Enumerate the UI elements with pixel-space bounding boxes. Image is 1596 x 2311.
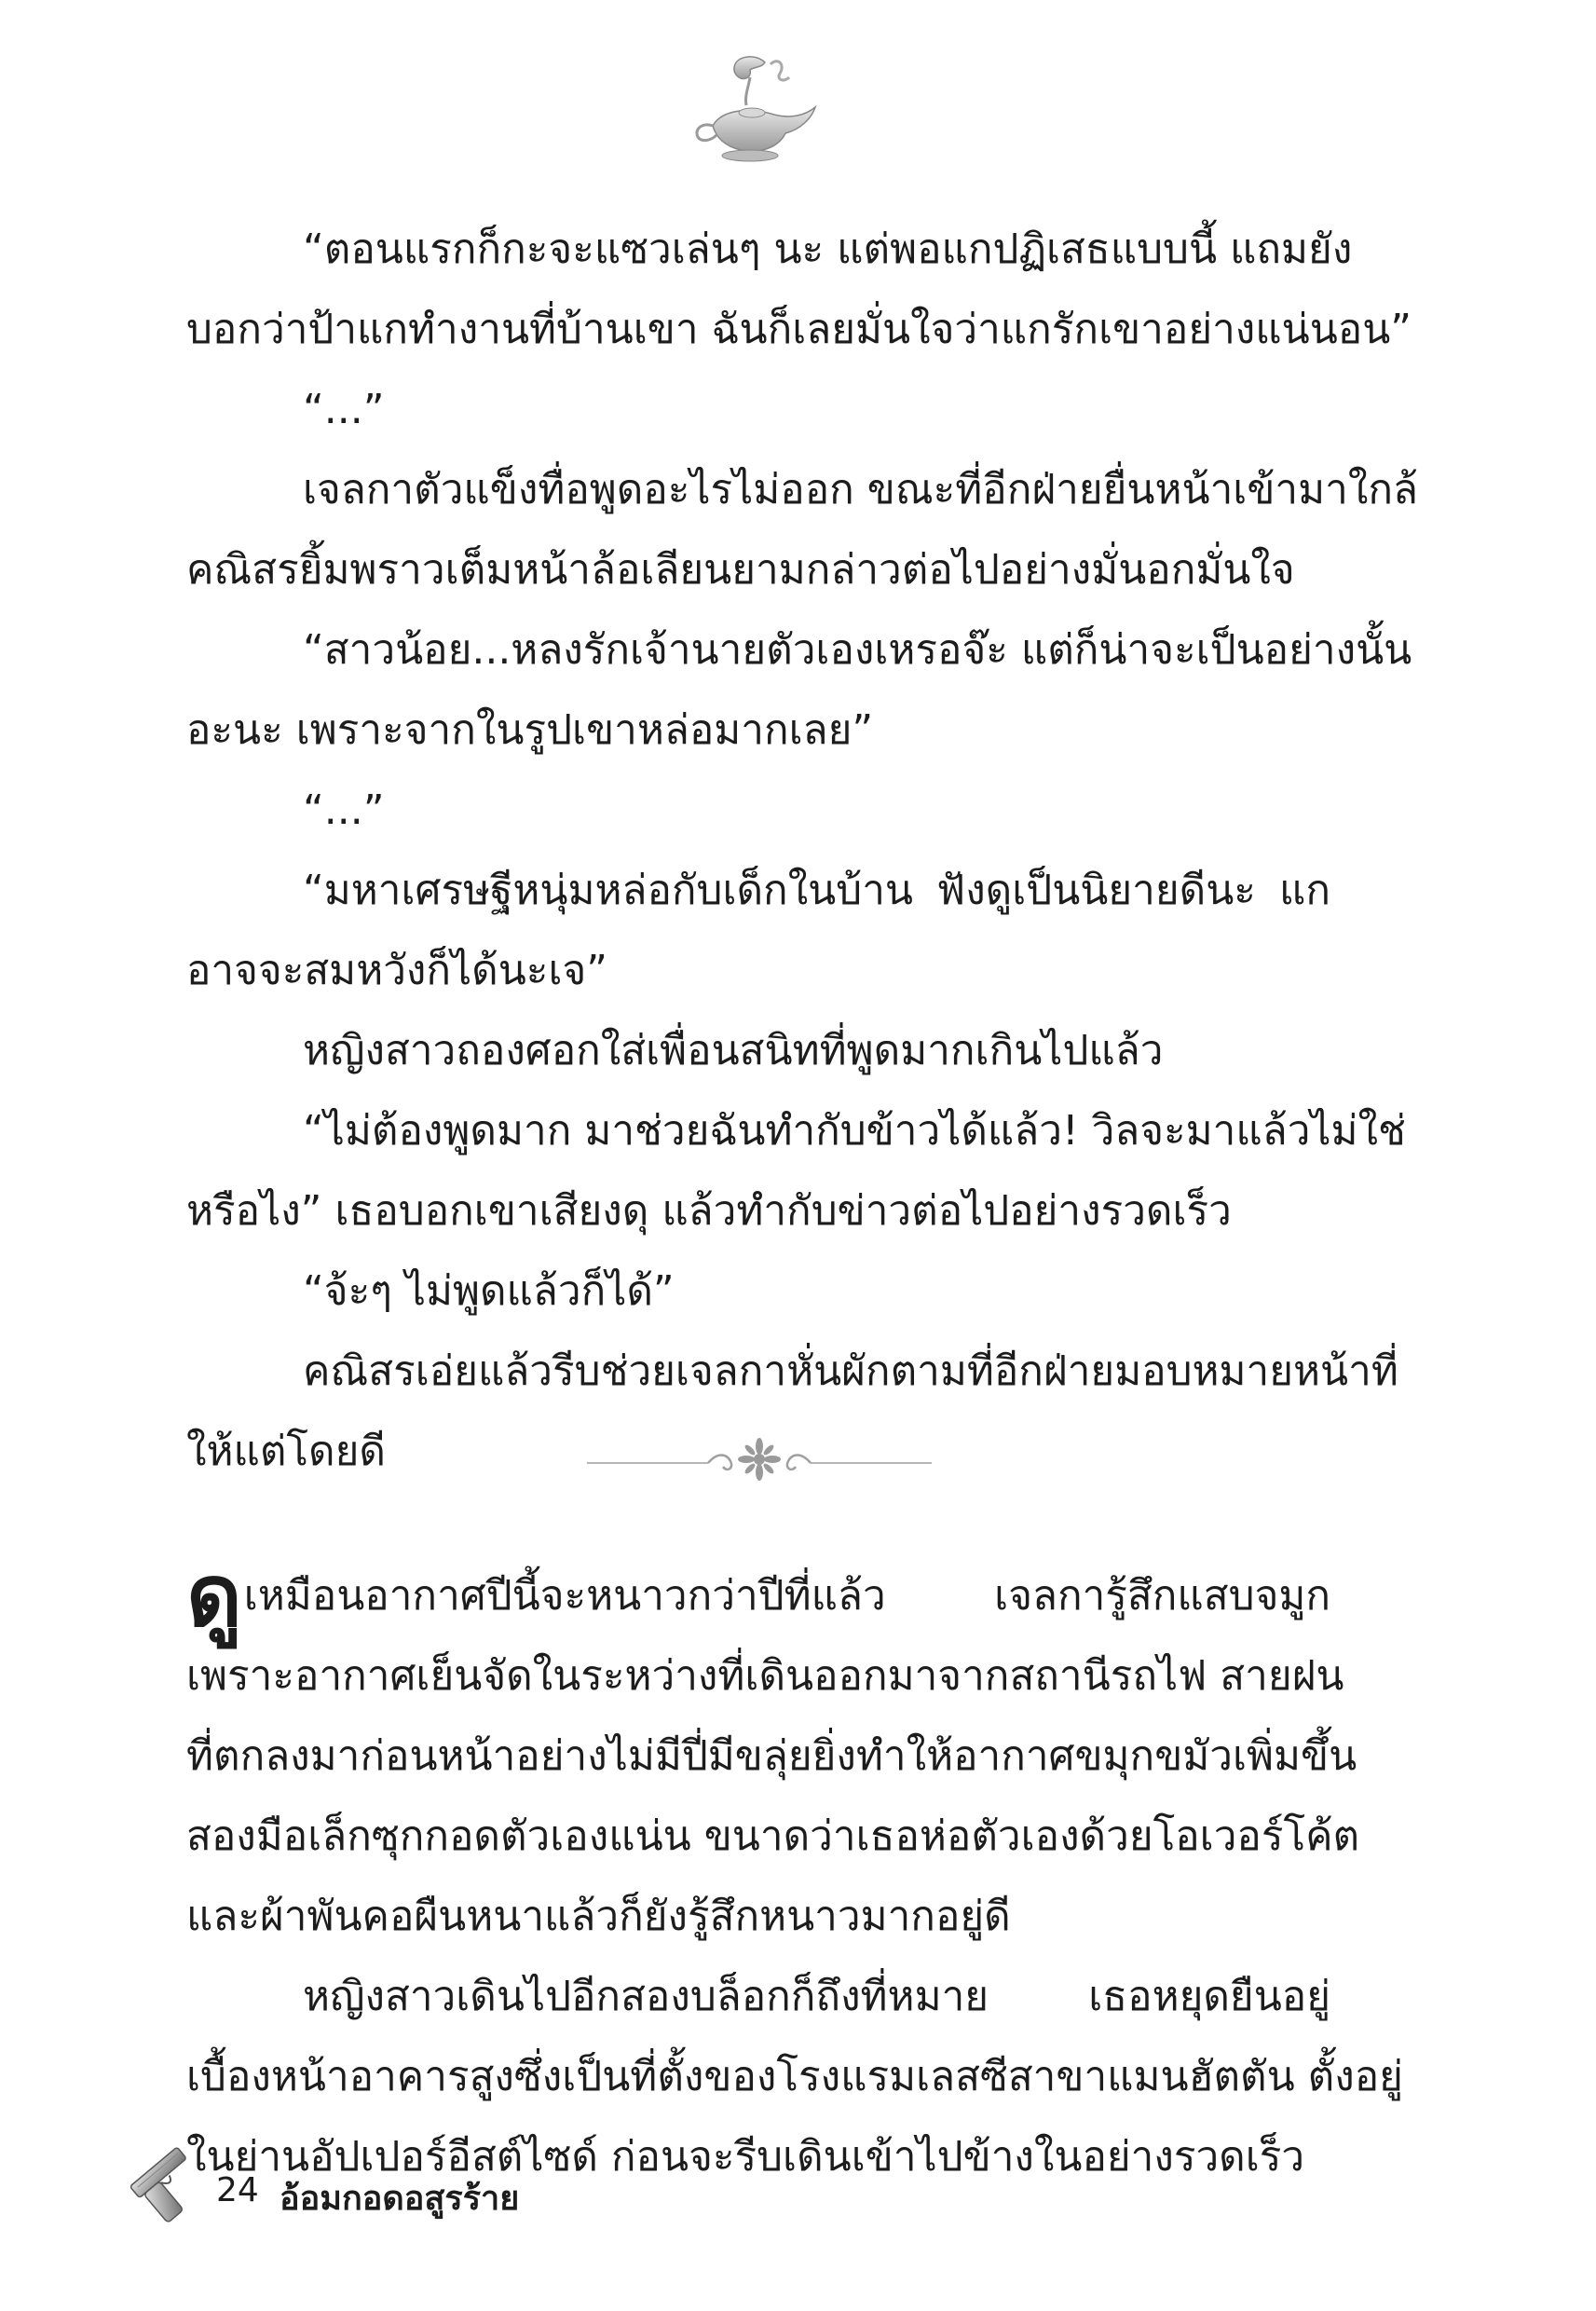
text-line: คณิสรยิ้มพราวเต็มหน้าล้อเลียนยามกล่าวต่อไปอย่างมั่นอกมั่นใจ	[186, 546, 1295, 594]
text-line: “มหาเศรษฐีหนุ่มหล่อกับเด็กในบ้าน ฟังดูเป็นนิยายดีนะ แก	[303, 867, 1330, 914]
text-line: สองมือเล็กซุกกอดตัวเองแน่น ขนาดว่าเธอห่อตัวเองด้วยโอเวอร์โค้ต	[186, 1812, 1360, 1860]
bottom-text-block	[186, 1546, 1403, 2197]
text-line: ในย่านอัปเปอร์อีสต์ไซด์ ก่อนจะรีบเดินเข้าไปข้างในอย่างรวดเร็ว	[186, 2133, 1305, 2181]
text-line: “...”	[303, 786, 385, 834]
dropcap-paragraph-line	[186, 1546, 1330, 1646]
text-line: เจลกาตัวแข็งทื่อพูดอะไรไม่ออก ขณะที่อีกฝ่ายยื่นหน้าเข้ามาใกล้	[303, 466, 1418, 513]
text-line: “จ้ะๆ ไม่พูดแล้วก็ได้”	[303, 1267, 675, 1315]
text-line: หญิงสาวเดินไปอีกสองบล็อกก็ถึงที่หมาย เธอหยุดยืนอยู่	[303, 1973, 1330, 2020]
book-title: อ้อมกอดอสูรร้าย	[280, 2180, 520, 2218]
text-line: หรือไง” เธอบอกเขาเสียงดุ แล้วทำกับข่าวต่อไปอย่างรวดเร็ว	[186, 1187, 1232, 1235]
text-line: “...”	[303, 386, 385, 433]
page-footer	[130, 2134, 783, 2236]
text-line: และผ้าพันคอผืนหนาแล้วก็ยังรู้สึกหนาวมากอยู่ดี	[186, 1893, 1011, 1940]
text-line: ที่ตกลงมาก่อนหน้าอย่างไม่มีปี่มีขลุ่ยยิ่งทำให้อากาศขมุกขมัวเพิ่มขึ้น	[186, 1732, 1357, 1780]
pistol-icon	[130, 2134, 205, 2236]
dropcap-letter: ดู	[186, 1546, 242, 1646]
top-text-block	[186, 210, 1418, 1492]
text-line: เพราะอากาศเย็นจัดในระหว่างที่เดินออกมาจากสถานีรถไฟ สายฝน	[186, 1652, 1344, 1700]
text-line: หญิงสาวถองศอกใส่เพื่อนสนิทที่พูดมากเกินไปแล้ว	[303, 1027, 1164, 1074]
dropcap-line-text: เหมือนอากาศปีนี้จะหนาวกว่าปีที่แล้ว เจลการู้สึกแสบจมูก	[243, 1572, 1330, 1620]
text-line: “ตอนแรกก็กะจะแซวเล่นๆ นะ แต่พอแกปฏิเสธแบบนี้ แถมยัง	[303, 226, 1353, 273]
flourish-divider-icon	[587, 1426, 932, 1491]
text-line: ให้แต่โดยดี	[186, 1428, 386, 1475]
text-line: “สาวน้อย...หลงรักเจ้านายตัวเองเหรอจ๊ะ แต่ก็น่าจะเป็นอย่างนั้น	[303, 626, 1412, 674]
genie-lamp-icon	[685, 51, 825, 168]
text-line: อาจจะสมหวังก็ได้นะเจ”	[186, 947, 608, 994]
text-line: บอกว่าป้าแกทำงานที่บ้านเขา ฉันก็เลยมั่นใจว่าแกรักเขาอย่างแน่นอน”	[186, 306, 1412, 353]
text-line: อะนะ เพราะจากในรูปเขาหล่อมากเลย”	[186, 706, 874, 754]
text-line: คณิสรเอ่ยแล้วรีบช่วยเจลกาหั่นผักตามที่อีกฝ่ายมอบหมายหน้าที่	[303, 1347, 1398, 1395]
text-line: เบื้องหน้าอาคารสูงซึ่งเป็นที่ตั้งของโรงแรมเลสซีสาขาแมนฮัตตัน ตั้งอยู่	[186, 2053, 1403, 2100]
text-line: “ไม่ต้องพูดมาก มาช่วยฉันทำกับข้าวได้แล้ว! วิลจะมาแล้วไม่ใช่	[303, 1107, 1406, 1155]
page-number: 24	[216, 2171, 259, 2209]
